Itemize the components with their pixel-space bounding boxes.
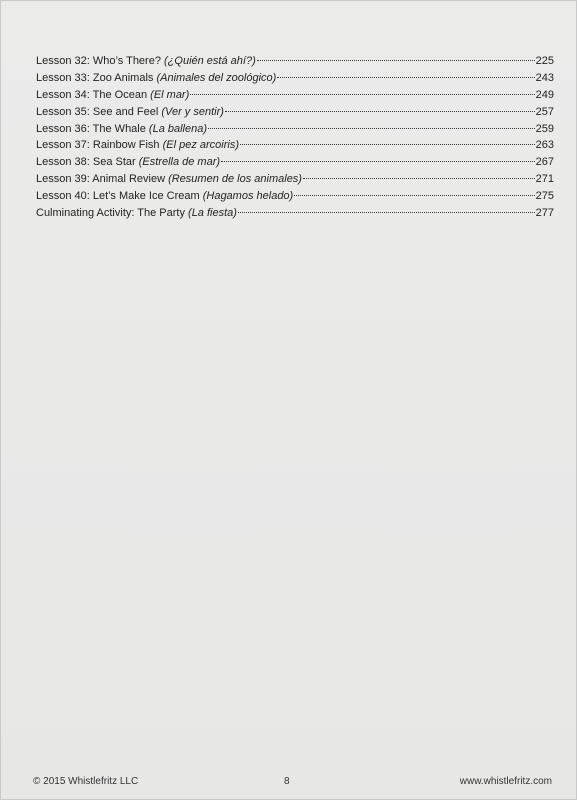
toc-entry-english: Culminating Activity: The Party (36, 207, 189, 220)
toc-entry-page: 263 (535, 139, 554, 152)
dot-leader (221, 149, 535, 162)
toc-entry-english: Lesson 39: Animal Review (36, 173, 169, 186)
toc-entry-title (36, 53, 256, 70)
toc-entry-title (36, 87, 189, 104)
dot-leader (208, 116, 535, 129)
toc-entry-page: 259 (535, 122, 554, 135)
footer-copyright: © 2015 Whistlefritz LLC (33, 776, 139, 787)
dot-leader (303, 166, 535, 179)
toc-entry-title (36, 104, 224, 121)
footer-website: www.whistlefritz.com (459, 776, 552, 787)
toc-entry-page: 249 (535, 88, 554, 101)
toc-entry-title (36, 205, 237, 222)
table-of-contents (36, 51, 554, 220)
toc-entry-english: Lesson 36: The Whale (36, 122, 149, 135)
toc-entry-title (36, 154, 220, 171)
toc-entry-title (36, 137, 239, 154)
dot-leader (240, 132, 535, 145)
toc-entry-spanish: (Hagamos helado) (202, 190, 294, 203)
toc-entry-page: 271 (535, 173, 554, 186)
toc-entry-english: Lesson 40: Let’s Make Ice Cream (36, 190, 203, 203)
footer-page-number: 8 (284, 776, 290, 787)
toc-entry-english: Lesson 38: Sea Star (36, 156, 139, 169)
toc-entry-title (36, 171, 302, 188)
toc-entry-english: Lesson 37: Rainbow Fish (36, 139, 163, 152)
toc-entry-page: 257 (535, 105, 554, 118)
toc-entry-spanish: (Estrella de mar) (138, 156, 221, 169)
dot-leader (277, 65, 534, 78)
toc-entry-english: Lesson 34: The Ocean (36, 88, 151, 101)
toc-entry-spanish: (¿Quién está ahí?) (164, 55, 256, 67)
dot-leader (238, 200, 535, 213)
toc-entry-spanish: (Animales del zoológico) (156, 71, 277, 84)
toc-entry (36, 203, 554, 220)
toc-entry-page: 243 (535, 71, 554, 84)
dot-leader (225, 99, 535, 112)
toc-entry-spanish: (El mar) (150, 88, 190, 101)
dot-leader (257, 48, 535, 61)
toc-entry-page: 267 (535, 156, 554, 169)
dot-leader (294, 183, 534, 196)
toc-entry-english: Lesson 35: See and Feel (36, 105, 162, 118)
toc-entry-title (36, 121, 207, 138)
toc-entry-page: 225 (535, 55, 554, 67)
toc-entry-spanish: (La ballena) (148, 122, 208, 135)
toc-entry-spanish: (La fiesta) (188, 207, 237, 220)
toc-entry-page: 277 (535, 207, 554, 220)
toc-entry-english: Lesson 32: Who’s There? (36, 55, 165, 67)
toc-entry-spanish: (Resumen de los animales) (168, 173, 302, 186)
dot-leader (190, 82, 534, 95)
toc-entry-spanish: (El pez arcoiris) (162, 139, 239, 152)
toc-entry-english: Lesson 33: Zoo Animals (36, 71, 157, 84)
toc-entry-page: 275 (535, 190, 554, 203)
toc-entry-spanish: (Ver y sentir) (161, 105, 224, 118)
